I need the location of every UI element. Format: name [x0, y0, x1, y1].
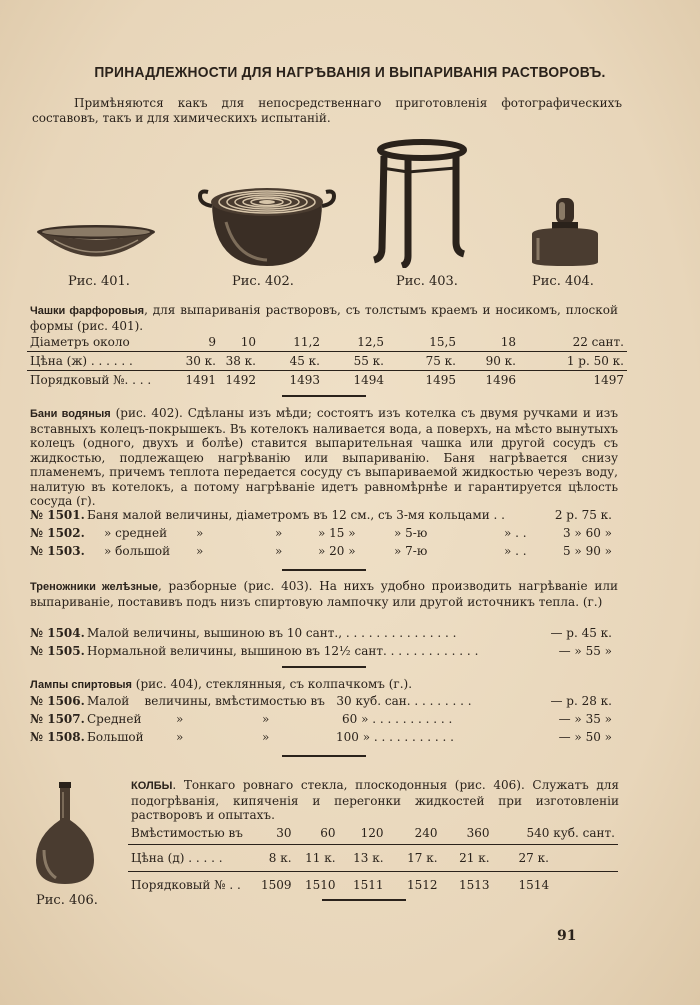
table-cell: 60	[320, 826, 336, 840]
table-cell: 1497	[519, 371, 627, 390]
order-label: Порядковый № . .	[128, 872, 258, 899]
item-price: 3 » 60 »	[562, 526, 612, 540]
page-title: ПРИНАДЛЕЖНОСТИ ДЛЯ НАГРѢВАНІЯ И ВЫПАРИВАНІЯ РАСТВОРОВЪ.	[94, 64, 606, 81]
table-row	[128, 822, 618, 845]
flasks-price-table	[128, 822, 618, 898]
item-price: 5 » 90 »	[562, 544, 612, 558]
table-cell: 1513	[441, 872, 493, 899]
price-label: Цѣна (д) . . . . .	[128, 845, 258, 872]
table-cell: 10	[240, 335, 256, 349]
table-cell: 12,5	[357, 335, 384, 349]
item-price: — » 50 »	[558, 730, 612, 744]
ditto-mark: »	[262, 730, 270, 744]
table-cell: 8 к.	[258, 845, 295, 872]
table-cell: 360	[466, 826, 490, 840]
ditto-mark: »	[196, 544, 204, 558]
bowls-heading: Чашки фарфоровыя	[30, 305, 145, 317]
item-price: — р. 28 к.	[550, 694, 612, 708]
section-divider	[282, 666, 366, 668]
list-item	[30, 694, 618, 712]
item-name: Средней	[87, 712, 142, 726]
table-cell: 11 к.	[295, 845, 339, 872]
item-number: № 1505.	[30, 644, 85, 658]
table-cell: 30 к.	[181, 352, 219, 371]
table-row	[27, 333, 627, 352]
item-number: № 1504.	[30, 626, 85, 640]
list-item	[30, 544, 618, 562]
item-name: Баня малой величины, діаметромъ въ 12 см., съ 3-мя кольцами . .	[87, 508, 505, 522]
table-cell: 1496	[459, 371, 519, 390]
table-cell: 17 к.	[387, 845, 441, 872]
item-name: Нормальной величины, вышиною въ 12½ сант. . . . . . . . . . . . .	[87, 644, 479, 658]
item-price: — р. 45 к.	[550, 626, 612, 640]
item-number: № 1507.	[30, 712, 85, 726]
price-label: Цѣна (ж) . . . . . .	[27, 352, 181, 371]
table-cell: 18	[500, 335, 516, 349]
table-cell: 1509	[258, 872, 295, 899]
section-divider	[282, 755, 366, 757]
spirit-lamp-figure	[528, 194, 602, 268]
order-label: Порядковый №. . . .	[27, 371, 181, 390]
ditto-mark: »	[196, 526, 204, 540]
section-divider	[282, 395, 366, 397]
list-item	[30, 626, 618, 644]
baths-description	[30, 406, 618, 509]
item-rings: » 5-ю	[394, 526, 428, 540]
table-cell: 1493	[259, 371, 323, 390]
table-cell: 15,5	[429, 335, 456, 349]
item-price: — » 55 »	[558, 644, 612, 658]
bowls-description	[30, 303, 618, 333]
list-item	[30, 508, 618, 526]
ditto-mark: »	[176, 712, 184, 726]
table-cell: 11,2	[293, 335, 320, 349]
list-item	[30, 712, 618, 730]
item-size: » 20 »	[318, 544, 356, 558]
item-volume: 60 » . . . . . . . . . . .	[342, 712, 453, 726]
porcelain-bowl-figure	[34, 222, 158, 268]
intro-text: Примѣняются какъ для непосредственнаго приготовленія фотографическихъ составовъ, такъ и для химическихъ испытаній.	[32, 96, 622, 125]
iron-tripod-figure	[372, 138, 468, 268]
item-name: Большой	[87, 730, 144, 744]
flasks-text: . Тонкаго ровнаго стекла, плоскодонныя (рис. 406). Служатъ для подогрѣванія, кипяченія и перегонки жидкостей при изготовленіи растворовъ и опытахъ.	[131, 778, 619, 822]
table-cell: 1 р. 50 к.	[519, 352, 627, 371]
table-cell: 1495	[387, 371, 459, 390]
table-row	[27, 371, 627, 390]
bowls-text: , для выпариванія растворовъ, съ толстымъ краемъ и носикомъ, плоской формы (рис. 401).	[30, 303, 618, 333]
flasks-description	[131, 778, 619, 823]
table-cell: 27 к.	[493, 845, 618, 872]
table-cell: 75 к.	[387, 352, 459, 371]
figure-caption-404: Рис. 404.	[532, 274, 594, 289]
item-number: № 1506.	[30, 694, 85, 708]
table-cell: 540 куб. сант.	[526, 826, 615, 840]
table-cell: 30	[276, 826, 292, 840]
item-price: 2 р. 75 к.	[554, 508, 612, 522]
item-number: № 1502.	[30, 526, 85, 540]
table-cell: 45 к.	[259, 352, 323, 371]
table-cell: 55 к.	[323, 352, 387, 371]
list-item	[30, 644, 618, 662]
figure-caption-403: Рис. 403.	[396, 274, 458, 289]
table-row	[128, 845, 618, 872]
table-cell: 21 к.	[441, 845, 493, 872]
table-cell: 1510	[295, 872, 339, 899]
item-number: № 1503.	[30, 544, 85, 558]
table-cell: 120	[360, 826, 384, 840]
water-bath-figure	[196, 182, 338, 270]
table-row	[27, 352, 627, 371]
ditto-mark: »	[262, 712, 270, 726]
table-cell: 90 к.	[459, 352, 519, 371]
lamps-heading: Лампы спиртовыя	[30, 679, 132, 691]
item-name: Малой величины, вмѣстимостью въ 30 куб. сан. . . . . . . . .	[87, 694, 472, 708]
flask-figure	[32, 780, 98, 888]
section-divider	[322, 899, 406, 901]
item-name: Малой величины, вышиною въ 10 сант., . . . . . . . . . . . . . . .	[87, 626, 457, 640]
ditto-mark: » . .	[504, 526, 527, 540]
item-volume: 100 » . . . . . . . . . . .	[336, 730, 454, 744]
item-name: » средней	[104, 526, 168, 540]
table-cell: 38 к.	[219, 352, 259, 371]
table-cell: 1512	[387, 872, 441, 899]
lamps-text: (рис. 404), стеклянныя, съ колпачкомъ (г.).	[131, 677, 413, 691]
table-cell: 13 к.	[339, 845, 387, 872]
ditto-mark: » . .	[504, 544, 527, 558]
baths-text: (рис. 402). Сдѣланы изъ мѣди; состоятъ изъ котелка съ двумя ручками и изъ вставныхъ колецъ-покрышекъ. Въ котелокъ наливается вода, а поверхъ, на мѣсто вынутыхъ колецъ (одного, двухъ и болѣе) ставится выпарительная чашка или другой сосудъ съ жидкостью, подлежащею нагрѣванію или выпариванію. Баня нагрѣвается снизу пламенемъ, причемъ теплота передается сосуду съ выпариваемой жидкостью черезъ воду, налитую въ котелокъ, а потому нагрѣваніе идетъ равномѣрнѣе и гарантируется цѣлость сосуда (г).	[30, 406, 618, 508]
figure-caption-406: Рис. 406.	[36, 893, 98, 908]
tripods-description	[30, 579, 618, 609]
figure-caption-401: Рис. 401.	[68, 274, 130, 289]
flasks-heading: КОЛБЫ	[131, 780, 173, 792]
table-row	[128, 872, 618, 899]
table-cell: 1492	[219, 371, 259, 390]
capacity-label: Вмѣстимостью въ	[131, 826, 243, 840]
item-name: » большой	[104, 544, 171, 558]
diameter-label: Діаметръ около	[30, 335, 130, 349]
item-rings: » 7-ю	[394, 544, 428, 558]
baths-heading: Бани водяныя	[30, 408, 111, 420]
table-cell: 22 сант.	[572, 335, 624, 349]
lamps-description	[30, 677, 618, 693]
table-cell: 1494	[323, 371, 387, 390]
item-number: № 1501.	[30, 508, 85, 522]
tripods-text: , разборные (рис. 403). На нихъ удобно производить нагрѣваніе или выпариваніе, поставивъ подъ низъ спиртовую лампочку или другой источникъ тепла. (г.)	[30, 579, 618, 609]
table-cell: 240	[414, 826, 438, 840]
ditto-mark: »	[176, 730, 184, 744]
tripods-heading: Треножники желѣзные	[30, 581, 158, 593]
section-divider	[282, 569, 366, 571]
bowls-price-table	[27, 333, 627, 389]
item-price: — » 35 »	[558, 712, 612, 726]
ditto-mark: »	[275, 544, 283, 558]
item-number: № 1508.	[30, 730, 85, 744]
table-cell: 1491	[181, 371, 219, 390]
table-cell: 1514	[493, 872, 618, 899]
list-item	[30, 730, 618, 748]
table-cell: 9	[208, 335, 216, 349]
page-number: 91	[557, 928, 577, 944]
list-item	[30, 526, 618, 544]
figure-caption-402: Рис. 402.	[232, 274, 294, 289]
ditto-mark: »	[275, 526, 283, 540]
table-cell: 1511	[339, 872, 387, 899]
item-size: » 15 »	[318, 526, 356, 540]
